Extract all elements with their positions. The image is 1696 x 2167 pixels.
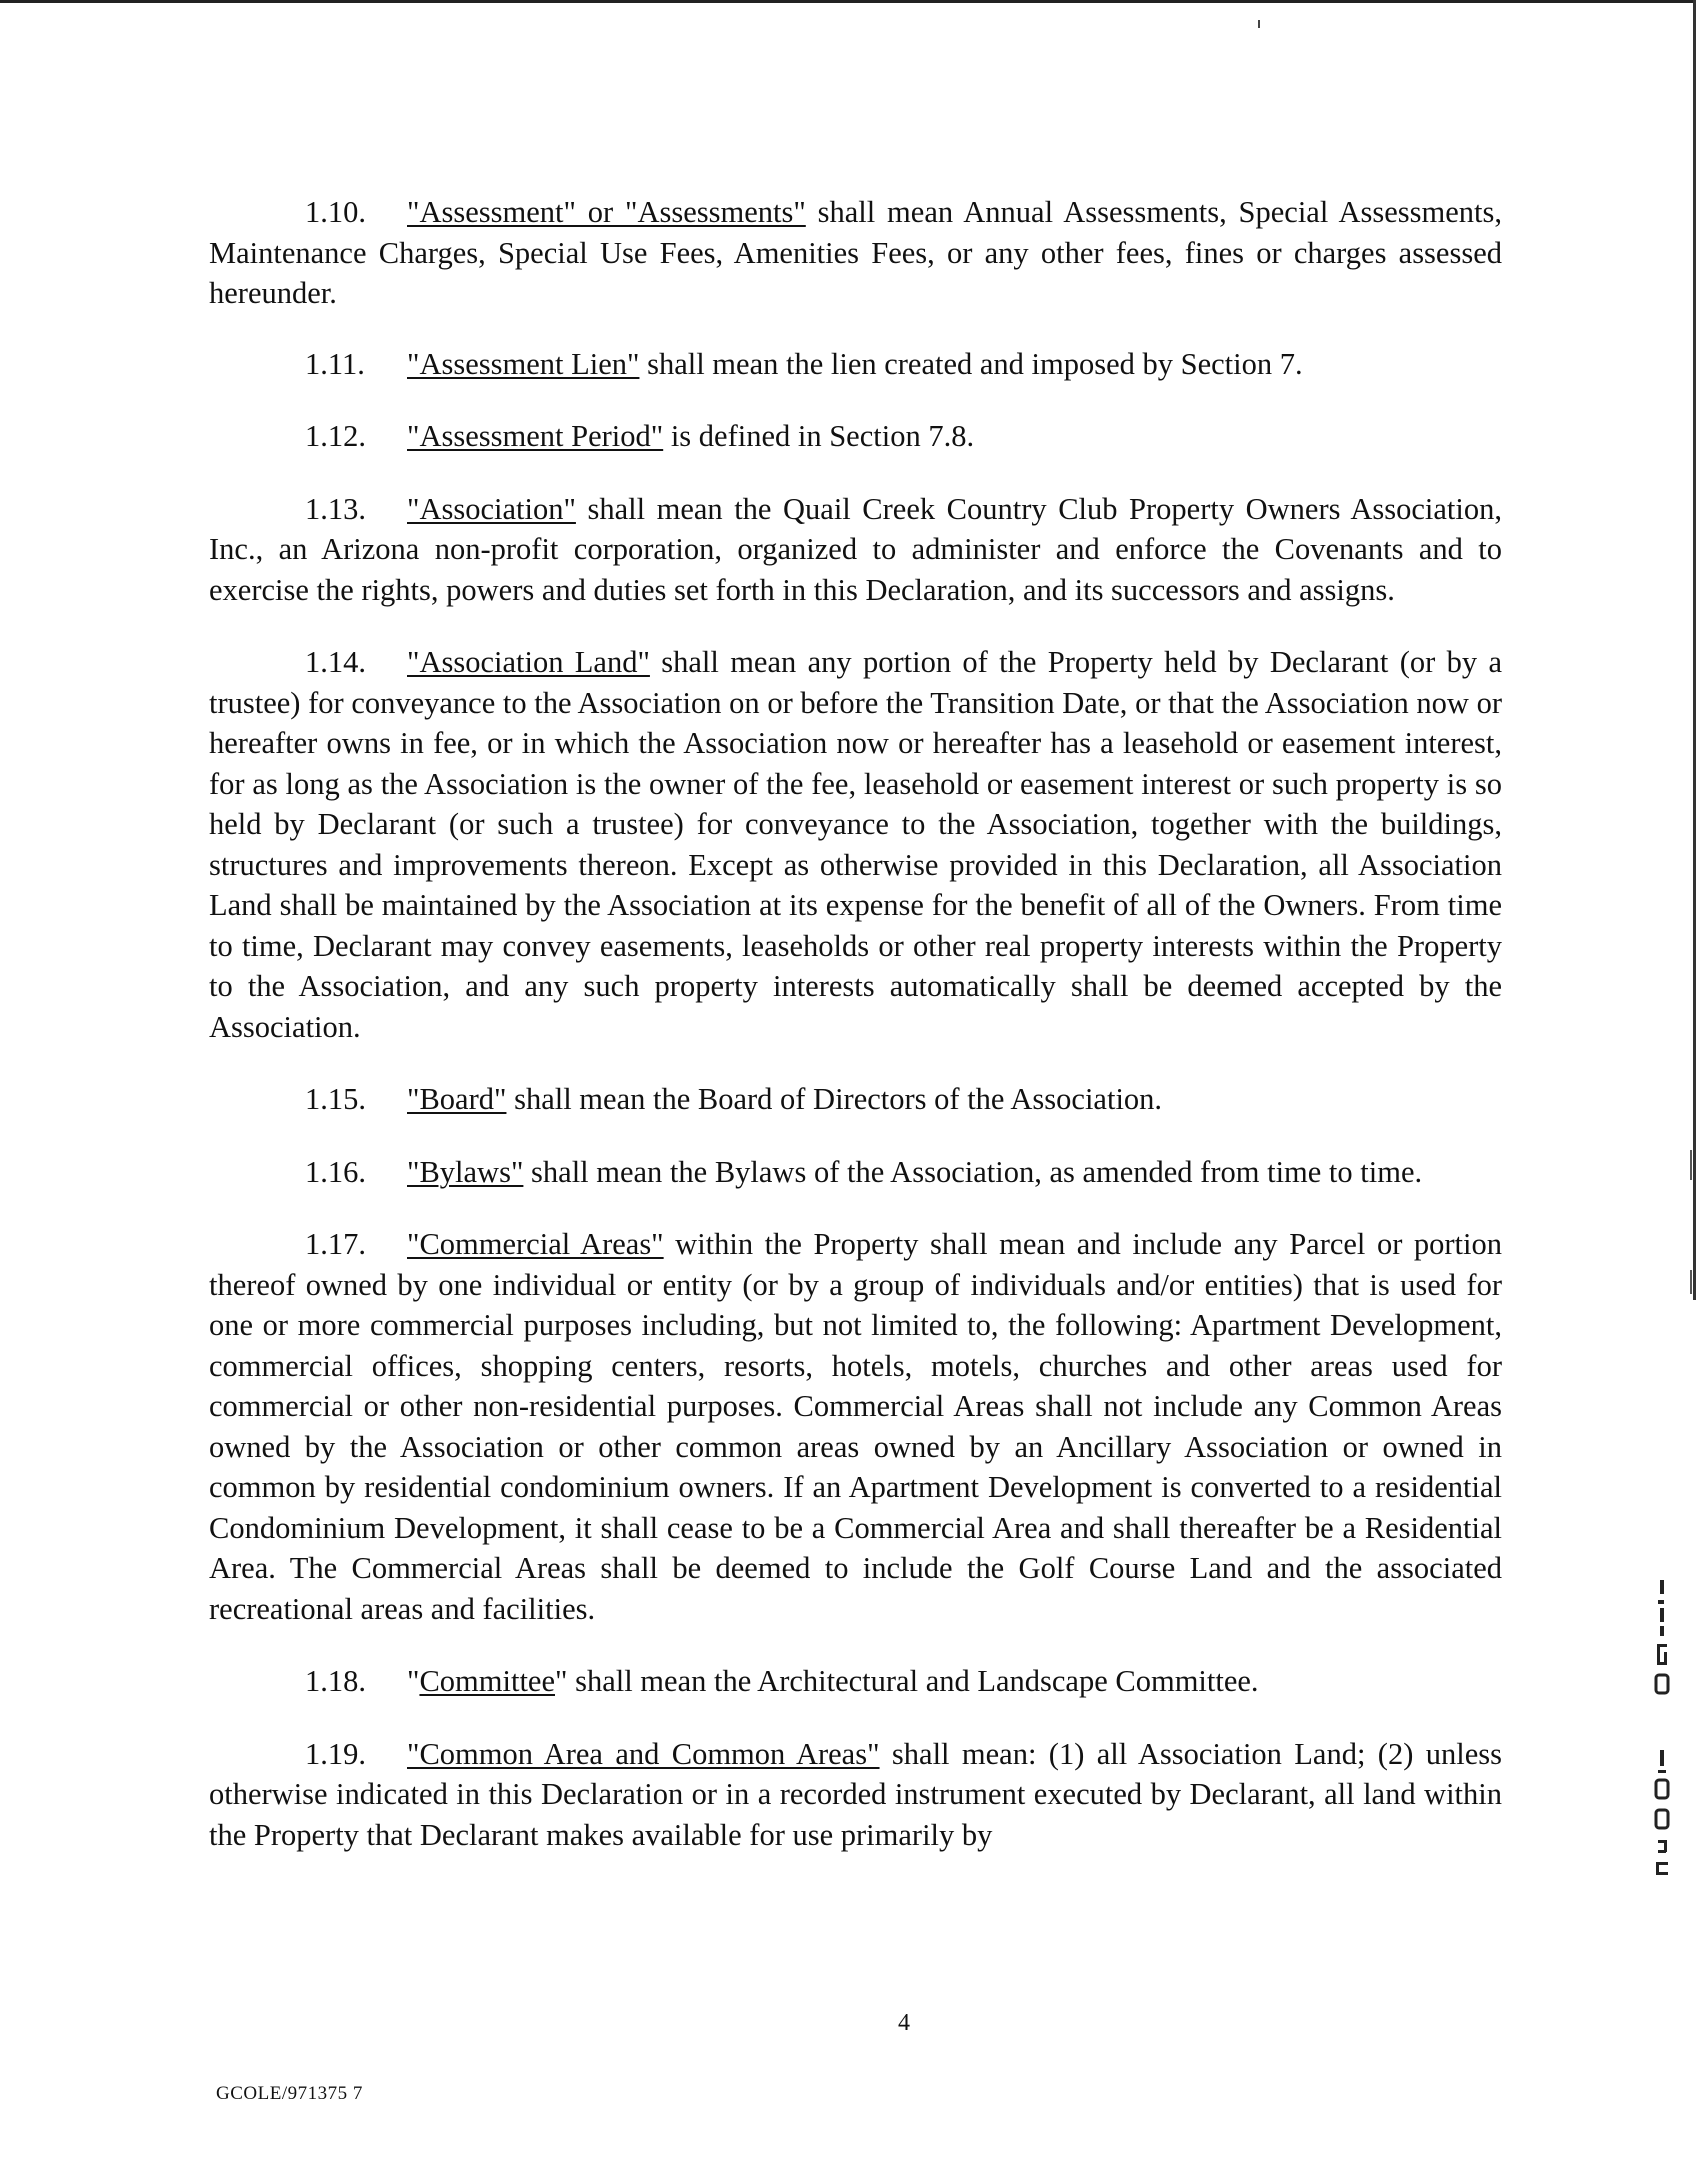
scan-speck (1258, 20, 1260, 28)
section-number: 1.10. (305, 195, 366, 229)
section-text: shall mean the Bylaws of the Association, as amended from time to time. (523, 1154, 1423, 1189)
section-1-17 (209, 1224, 1502, 1629)
section-1-13 (209, 489, 1502, 611)
section-1-15 (209, 1079, 1502, 1120)
section-1-12 (209, 416, 1502, 457)
section-number: 1.11. (305, 346, 365, 381)
section-1-14 (209, 642, 1502, 1047)
section-text: shall mean the lien created and imposed by Section 7. (639, 346, 1303, 381)
section-number: 1.16. (305, 1154, 366, 1189)
defined-term: "Assessment Period" (407, 419, 664, 453)
document-id: GCOLE/971375 7 (216, 2083, 363, 2104)
section-number: 1.17. (305, 1227, 366, 1261)
section-number: 1.13. (305, 491, 366, 526)
section-text: shall mean the Board of Directors of the Association. (506, 1082, 1163, 1116)
section-1-11 (209, 344, 1502, 385)
section-text: shall mean Annual Assessments, Special Assessments, Maintenance Charges, Special Use Fees, Amenities Fees, or any other fees, fines or charges assessed hereunder. (209, 195, 1502, 310)
section-text: shall mean: (1) all Association Land; (2) unless otherwise indicated in this Declaration or in a recorded instrument executed by Declarant, all land within the Property that Declarant makes available for use primarily by (209, 1736, 1502, 1852)
defined-term: "Association" (407, 491, 576, 526)
defined-term: "Assessment" or "Assessments" (407, 195, 806, 229)
section-1-16 (209, 1152, 1502, 1193)
scan-speck (1690, 1270, 1692, 1294)
document-body (209, 192, 1502, 1855)
defined-term: "Association Land" (407, 645, 650, 679)
scan-top-edge (0, 0, 1696, 3)
section-number: 1.19. (305, 1736, 366, 1771)
section-1-18 (209, 1661, 1502, 1702)
defined-term: Committee (419, 1664, 555, 1698)
section-1-19 (209, 1734, 1502, 1856)
section-number: 1.18. (305, 1664, 366, 1698)
section-text: shall mean any portion of the Property held by Declarant (or by a trustee) for conveyance to the Association on or before the Transition Date, or that the Association now or hereafter owns in fee, or in which the Association now or hereafter has a leasehold or easement interest, for as long as the Association is the owner of the fee, leasehold or easement interest or such property is so held by Declarant (or such a trustee) for conveyance to the Association, together with the buildings, structures and improvements thereon. Except as otherwise provided in this Declaration, all Association Land shall be maintained by the Association at its expense for the benefit of all of the Owners. From time to time, Declarant may convey easements, leaseholds or other real property interests within the Property to the Association, and any such property interests automatically shall be deemed accepted by the Association. (209, 645, 1502, 1044)
defined-term: "Bylaws" (407, 1154, 524, 1189)
section-number: 1.14. (305, 645, 366, 679)
section-1-10 (209, 192, 1502, 314)
defined-term: "Board" (407, 1082, 507, 1116)
scan-speck (1690, 1150, 1692, 1180)
section-text: is defined in Section 7.8. (663, 419, 975, 453)
defined-term: "Assessment Lien" (407, 346, 640, 381)
section-text: " shall mean the Architectural and Landscape Committee. (555, 1664, 1259, 1698)
page-number: 4 (898, 2010, 910, 2036)
section-text: " (407, 1664, 420, 1698)
defined-term: "Common Area and Common Areas" (407, 1736, 880, 1771)
section-number: 1.15. (305, 1082, 366, 1116)
recording-stamp (1648, 1580, 1678, 1960)
section-text: within the Property shall mean and include any Parcel or portion thereof owned by one individual or entity (or by a group of individuals and/or entities) that is used for one or more commercial purposes including, but not limited to, the following: Apartment Development, commercial offices, shopping centers, resorts, hotels, motels, churches and other areas used for commercial or other non-residential purposes. Commercial Areas shall not include any Common Areas owned by the Association or other common areas owned by an Ancillary Association or owned in common by residential condominium owners. If an Apartment Development is converted to a residential Condominium Development, it shall cease to be a Commercial Area and shall thereafter be a Residential Area. The Commercial Areas shall be deemed to include the Golf Course Land and the associated recreational areas and facilities. (209, 1227, 1502, 1626)
defined-term: "Commercial Areas" (407, 1227, 664, 1261)
section-number: 1.12. (305, 419, 366, 453)
section-text: shall mean the Quail Creek Country Club Property Owners Association, Inc., an Arizona non-profit corporation, organized to administer and enforce the Covenants and to exercise the rights, powers and duties set forth in this Declaration, and its successors and assigns. (209, 491, 1502, 607)
